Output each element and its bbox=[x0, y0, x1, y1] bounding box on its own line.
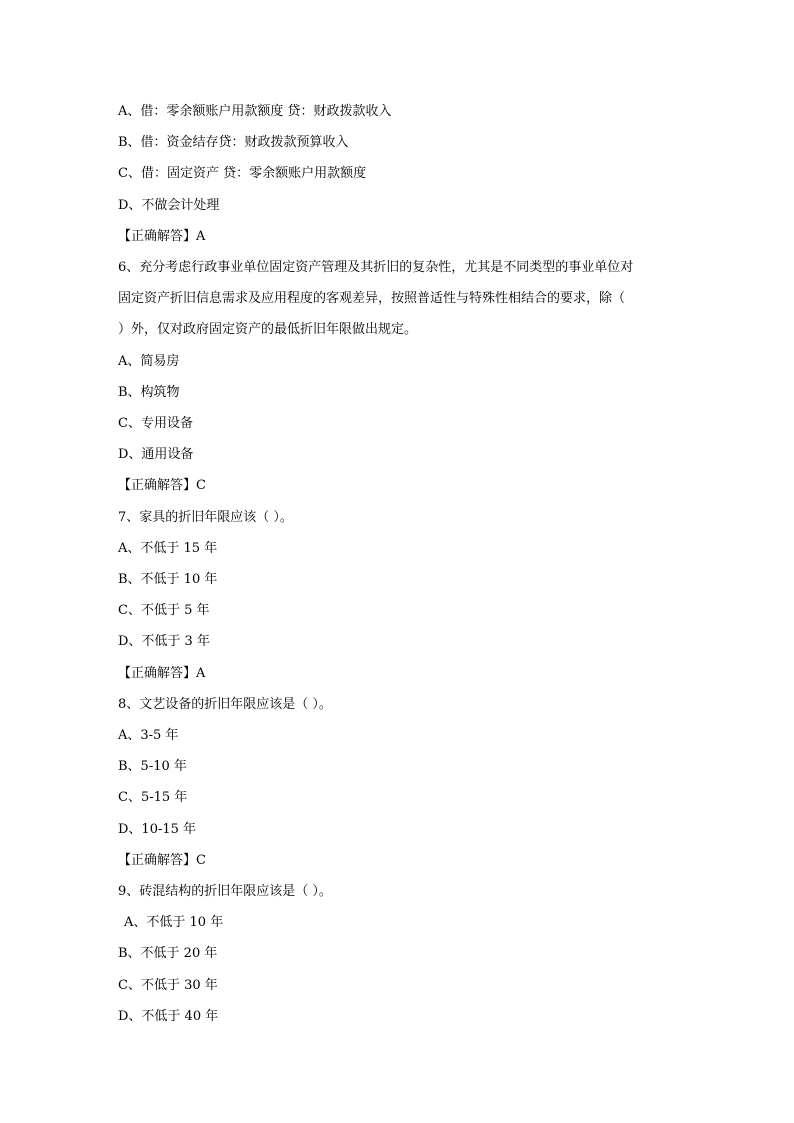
answer-line: 【正确解答】C bbox=[118, 478, 206, 493]
question-text: ）外，仅对政府固定资产的最低折旧年限做出规定。 bbox=[118, 322, 418, 337]
option-line: A、不低于 10 年 bbox=[124, 915, 224, 930]
answer-line: 【正确解答】A bbox=[118, 666, 206, 681]
option-line: C、5-15 年 bbox=[118, 790, 188, 805]
option-line: D、通用设备 bbox=[118, 447, 194, 462]
option-line: A、3-5 年 bbox=[118, 728, 179, 743]
option-line: D、不低于 3 年 bbox=[118, 634, 210, 649]
option-line: C、不低于 5 年 bbox=[118, 603, 210, 618]
option-line: B、不低于 20 年 bbox=[118, 946, 218, 961]
question-text: 6、充分考虑行政事业单位固定资产管理及其折旧的复杂性，尤其是不同类型的事业单位对 bbox=[118, 260, 634, 275]
question-text: 7、家具的折旧年限应该（ ）。 bbox=[118, 510, 293, 525]
option-line: B、借：资金结存贷：财政拨款预算收入 bbox=[118, 135, 349, 150]
option-line: C、不低于 30 年 bbox=[118, 978, 218, 993]
option-line: B、构筑物 bbox=[118, 385, 180, 400]
question-text: 9、砖混结构的折旧年限应该是（ ）。 bbox=[118, 884, 332, 899]
answer-line: 【正确解答】A bbox=[118, 229, 206, 244]
option-line: D、不低于 40 年 bbox=[118, 1009, 219, 1024]
option-line: A、不低于 15 年 bbox=[118, 541, 218, 556]
option-line: D、10-15 年 bbox=[118, 822, 197, 837]
question-text: 固定资产折旧信息需求及应用程度的客观差异，按照普适性与特殊性相结合的要求，除（ bbox=[118, 291, 626, 306]
option-line: C、借：固定资产 贷：零余额账户用款额度 bbox=[118, 166, 367, 181]
question-text: 8、文艺设备的折旧年限应该是（ ）。 bbox=[118, 697, 332, 712]
option-line: A、借：零余额账户用款额度 贷：财政拨款收入 bbox=[118, 104, 392, 119]
option-line: B、5-10 年 bbox=[118, 759, 187, 774]
option-line: A、简易房 bbox=[118, 354, 180, 369]
option-line: B、不低于 10 年 bbox=[118, 572, 218, 587]
answer-line: 【正确解答】C bbox=[118, 853, 206, 868]
option-line: D、不做会计处理 bbox=[118, 198, 220, 213]
option-line: C、专用设备 bbox=[118, 416, 193, 431]
